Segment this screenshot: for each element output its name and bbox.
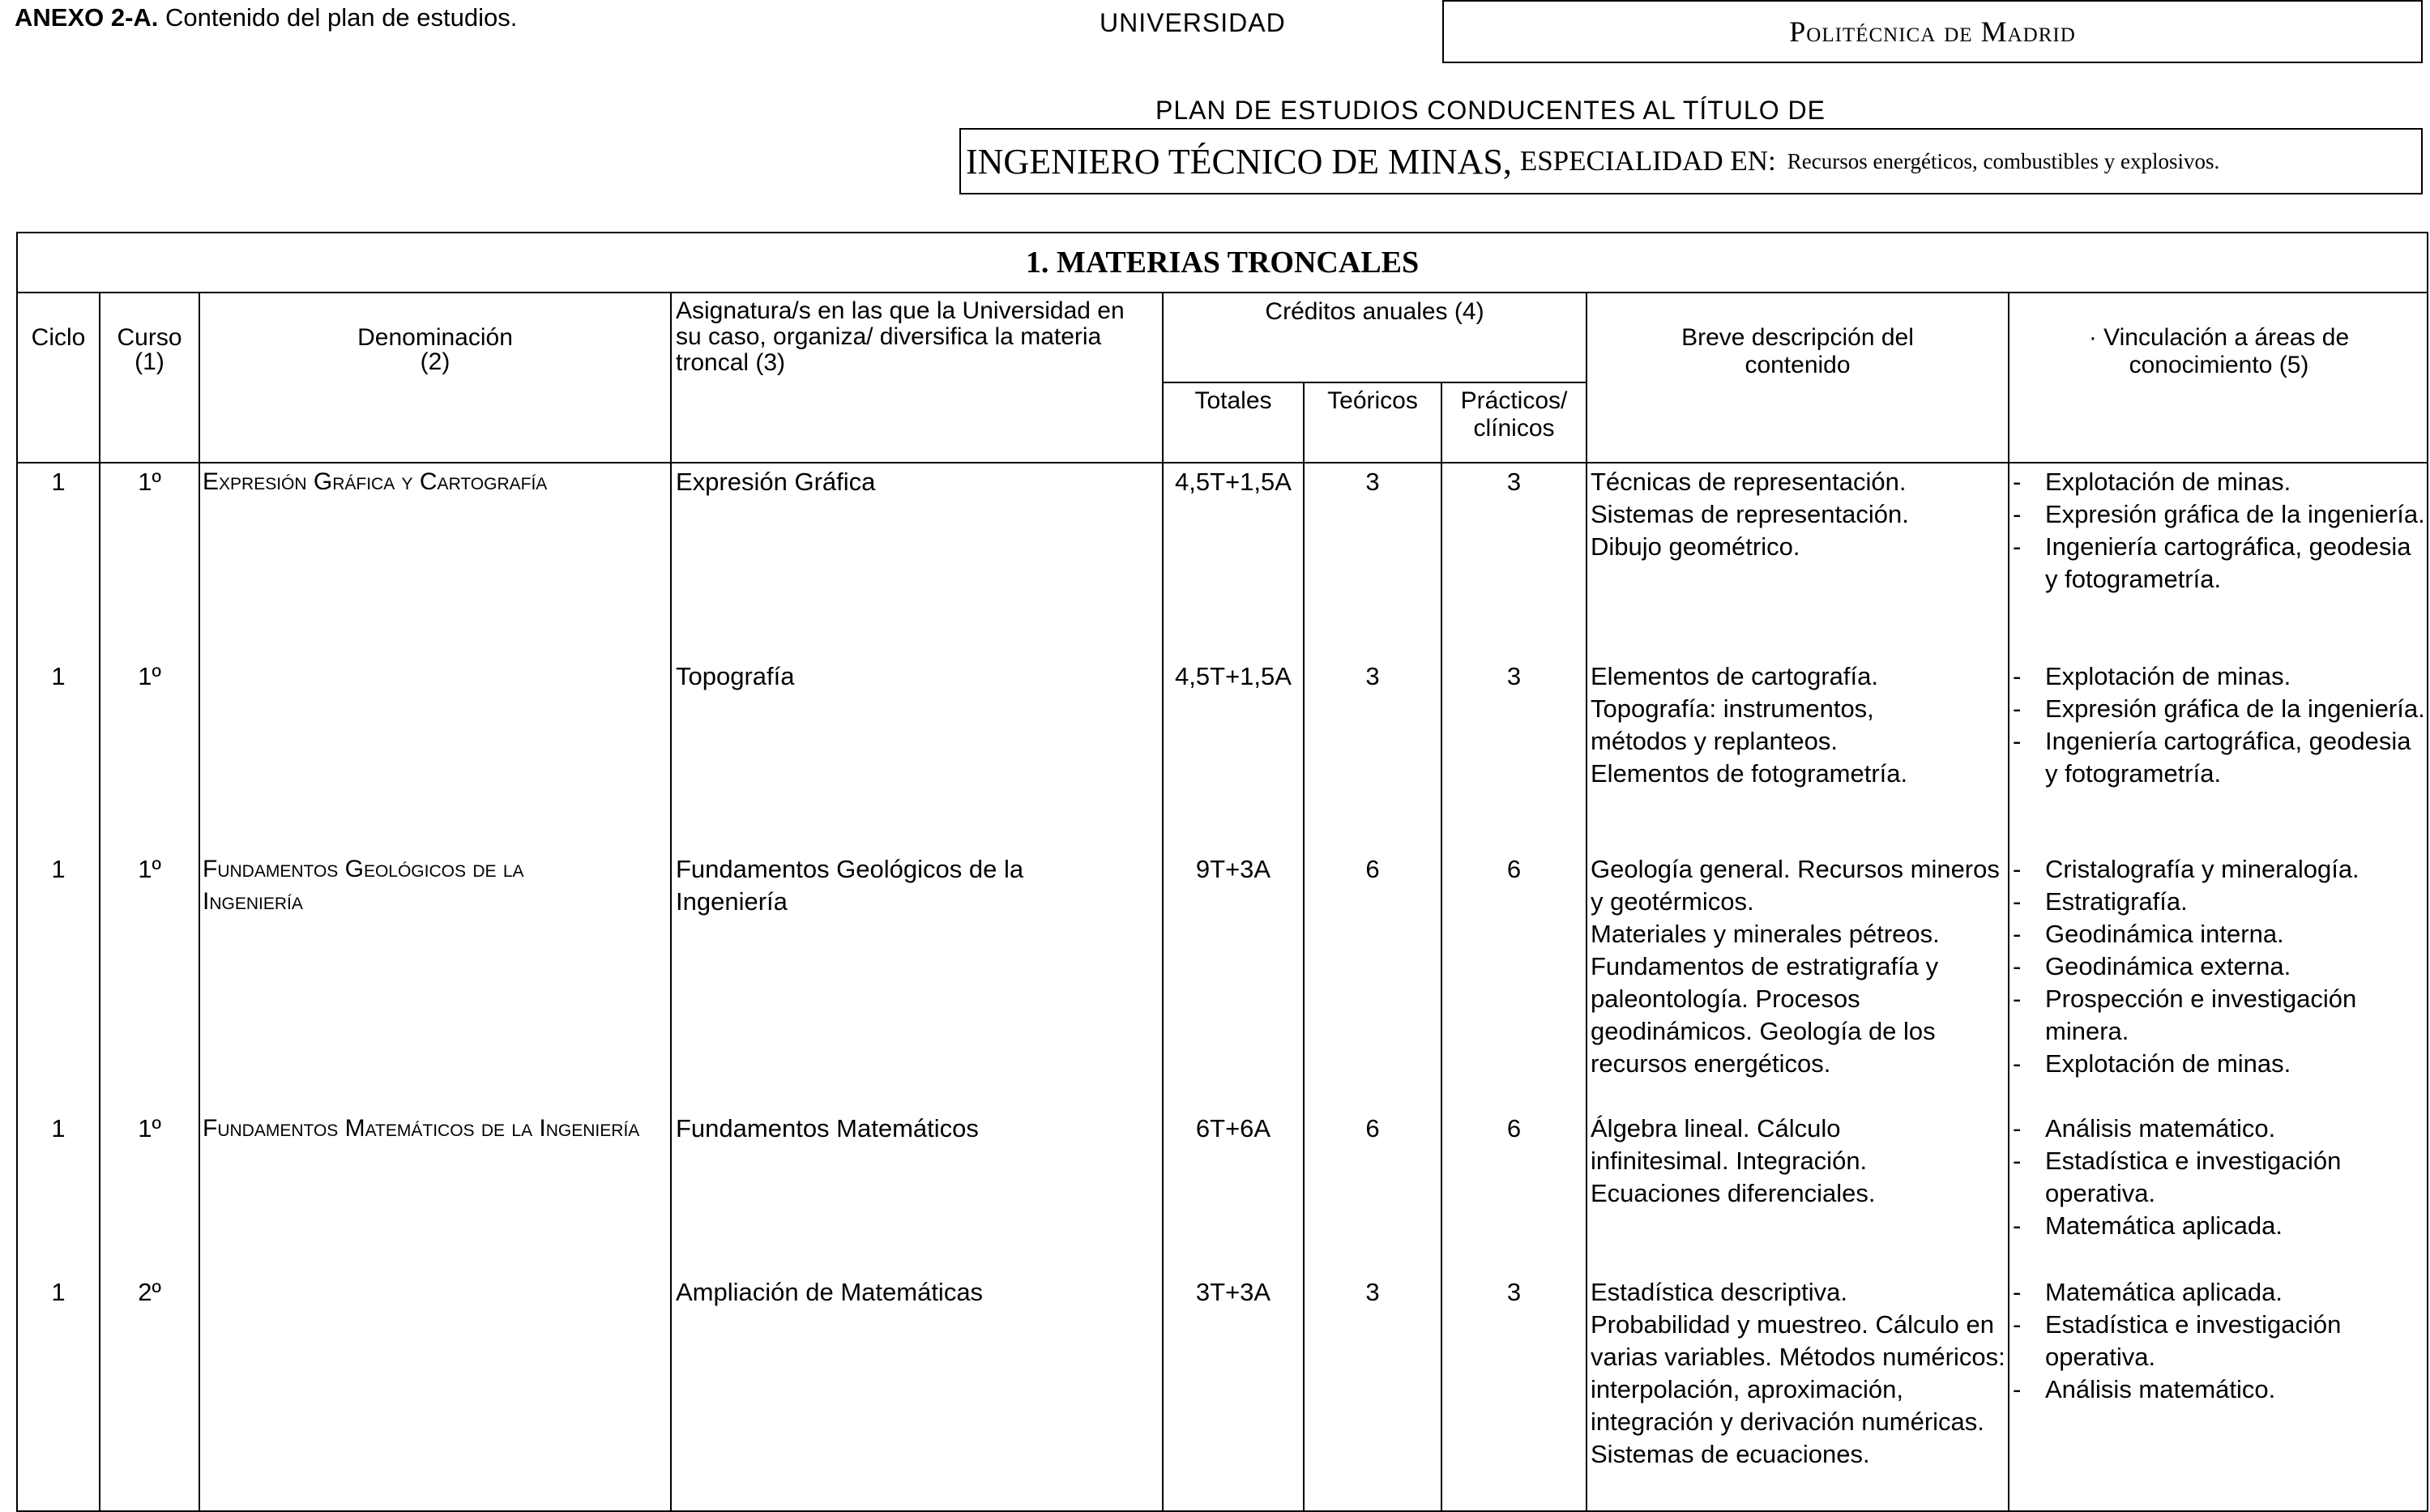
col-curso-note: (1) [135, 348, 164, 375]
university-name-box [1442, 0, 2423, 63]
row5-asignatura: Ampliación de Matemáticas [676, 1278, 984, 1306]
row3-ciclo: 1 [51, 855, 66, 883]
row4-ciclo: 1 [51, 1114, 66, 1143]
col-curso-title: Curso [117, 324, 182, 351]
degree-title: INGENIERO TÉCNICO DE MINAS, [966, 141, 1512, 182]
area-item: - Análisis matemático. [2013, 1373, 2426, 1406]
col-teoricos-header: Teóricos [1327, 387, 1418, 414]
row2-vinculacion-list [2013, 660, 2426, 790]
col-denominacion-note: (2) [420, 348, 451, 375]
row1-vinculacion-list [2013, 466, 2426, 596]
specialty-text: Recursos energéticos, combustibles y explosivos. [1787, 148, 2220, 173]
area-item: - Expresión gráfica de la ingeniería. [2013, 498, 2426, 531]
row5-descripcion: Estadística descriptiva. Probabilidad y muestreo. Cálculo en varias variables. Métodos numéricos: interpolación, aproximación, integración y derivación numéricas. Sistemas de ecuaciones. [1591, 1278, 2005, 1468]
column-divider [1441, 382, 1442, 1510]
row3-denominacion: Fundamentos Geológicos de la Ingeniería [203, 856, 524, 915]
area-item: - Estratigrafía. [2013, 886, 2426, 918]
row3-descripcion: Geología general. Recursos mineros y geotérmicos. Materiales y minerales pétreos. Fundamentos de estratigrafía y paleontología. Procesos geodinámicos. Geología de los recursos energéticos. [1591, 855, 2000, 1078]
column-divider [2008, 292, 2009, 1510]
col-asignatura-header: Asignatura/s en las que la Universidad en su caso, organiza/ diversifica la materia troncal (3) [676, 297, 1125, 376]
col-ciclo-header: Ciclo [31, 324, 86, 351]
col-totales-header: Totales [1194, 387, 1272, 414]
row3-totales: 9T+3A [1195, 855, 1271, 883]
row5-teoricos: 3 [1365, 1278, 1380, 1306]
degree-title-box [959, 128, 2423, 194]
row1-practicos: 3 [1506, 468, 1522, 496]
area-item: - Ingeniería cartográfica, geodesia y fotogrametría. [2013, 725, 2426, 790]
area-item: - Geodinámica interna. [2013, 918, 2426, 950]
row1-curso: 1º [138, 468, 161, 496]
row5-totales: 3T+3A [1195, 1278, 1271, 1306]
row3-curso: 1º [138, 855, 161, 883]
row4-curso: 1º [138, 1114, 161, 1143]
row2-asignatura: Topografía [676, 662, 795, 690]
column-divider [1586, 292, 1587, 1510]
header-bottom-rule [18, 462, 2427, 463]
area-item: - Prospección e investigación minera. [2013, 983, 2426, 1048]
area-item: - Geodinámica externa. [2013, 950, 2426, 983]
area-item: - Explotación de minas. [2013, 1048, 2426, 1080]
col-creditos-header: Créditos anuales (4) [1265, 298, 1484, 325]
section-title: 1. MATERIAS TRONCALES [18, 233, 2427, 293]
materias-troncales-table [16, 232, 2428, 1512]
row2-teoricos: 3 [1365, 662, 1380, 690]
row1-descripcion: Técnicas de representación. Sistemas de representación. Dibujo geométrico. [1591, 468, 1909, 561]
row2-totales: 4,5T+1,5A [1175, 662, 1292, 690]
col-practicos-header: Prácticos/ clínicos [1460, 387, 1568, 442]
col-denominacion-header [200, 324, 670, 376]
row1-teoricos: 3 [1365, 468, 1380, 496]
area-item: - Matemática aplicada. [2013, 1210, 2426, 1242]
area-item: - Matemática aplicada. [2013, 1276, 2426, 1309]
row3-teoricos: 6 [1365, 855, 1380, 883]
row1-ciclo: 1 [51, 468, 66, 496]
university-name: Politécnica de Madrid [1789, 15, 2076, 48]
row5-vinculacion-list [2013, 1276, 2426, 1406]
area-item: - Explotación de minas. [2013, 660, 2426, 693]
row4-vinculacion-list [2013, 1113, 2426, 1242]
annex-heading [15, 3, 517, 32]
row4-teoricos: 6 [1365, 1114, 1380, 1143]
row5-practicos: 3 [1506, 1278, 1522, 1306]
annex-label: ANEXO 2-A. [15, 3, 159, 32]
area-item: - Explotación de minas. [2013, 466, 2426, 498]
row2-practicos: 3 [1506, 662, 1522, 690]
column-divider [670, 292, 672, 1510]
specialty-label: ESPECIALIDAD EN: [1519, 145, 1776, 177]
row5-ciclo: 1 [51, 1278, 66, 1306]
area-item: - Estadística e investigación operativa. [2013, 1145, 2426, 1210]
column-divider [199, 292, 200, 1510]
plan-line: PLAN DE ESTUDIOS CONDUCENTES AL TÍTULO DE [1155, 96, 1826, 125]
row4-asignatura: Fundamentos Matemáticos [676, 1114, 979, 1143]
university-label: UNIVERSIDAD [1100, 8, 1286, 37]
row4-totales: 6T+6A [1195, 1114, 1271, 1143]
row4-denominacion: Fundamentos Matemáticos de la Ingeniería [203, 1115, 640, 1142]
header-divider [1162, 382, 1586, 383]
row4-descripcion: Álgebra lineal. Cálculo infinitesimal. Integración. Ecuaciones diferenciales. [1591, 1114, 1876, 1207]
area-item: - Estadística e investigación operativa. [2013, 1309, 2426, 1373]
row2-descripcion: Elementos de cartografía. Topografía: instrumentos, métodos y replanteos. Elementos de fotogrametría. [1591, 662, 1908, 788]
row1-denominacion: Expresión Gráfica y Cartografía [203, 468, 548, 495]
column-divider [1303, 382, 1305, 1510]
row1-asignatura: Expresión Gráfica [676, 468, 876, 496]
row2-ciclo: 1 [51, 662, 66, 690]
area-item: - Cristalografía y mineralogía. [2013, 853, 2426, 886]
row3-vinculacion-list [2013, 853, 2426, 1080]
col-descripcion-header: Breve descripción del contenido [1681, 324, 1914, 378]
row3-asignatura: Fundamentos Geológicos de la Ingeniería [676, 855, 1024, 916]
row2-curso: 1º [138, 662, 161, 690]
col-vinculacion-header: · Vinculación a áreas de conocimiento (5) [2088, 324, 2350, 378]
area-item: - Ingeniería cartográfica, geodesia y fotogrametría. [2013, 531, 2426, 596]
area-item: - Análisis matemático. [2013, 1113, 2426, 1145]
annex-text: Contenido del plan de estudios. [165, 3, 518, 32]
col-denominacion-title: Denominación [357, 324, 513, 351]
row5-curso: 2º [138, 1278, 161, 1306]
area-item: - Expresión gráfica de la ingeniería. [2013, 693, 2426, 725]
row3-practicos: 6 [1506, 855, 1522, 883]
row4-practicos: 6 [1506, 1114, 1522, 1143]
row1-totales: 4,5T+1,5A [1175, 468, 1292, 496]
col-curso-header [100, 324, 199, 376]
